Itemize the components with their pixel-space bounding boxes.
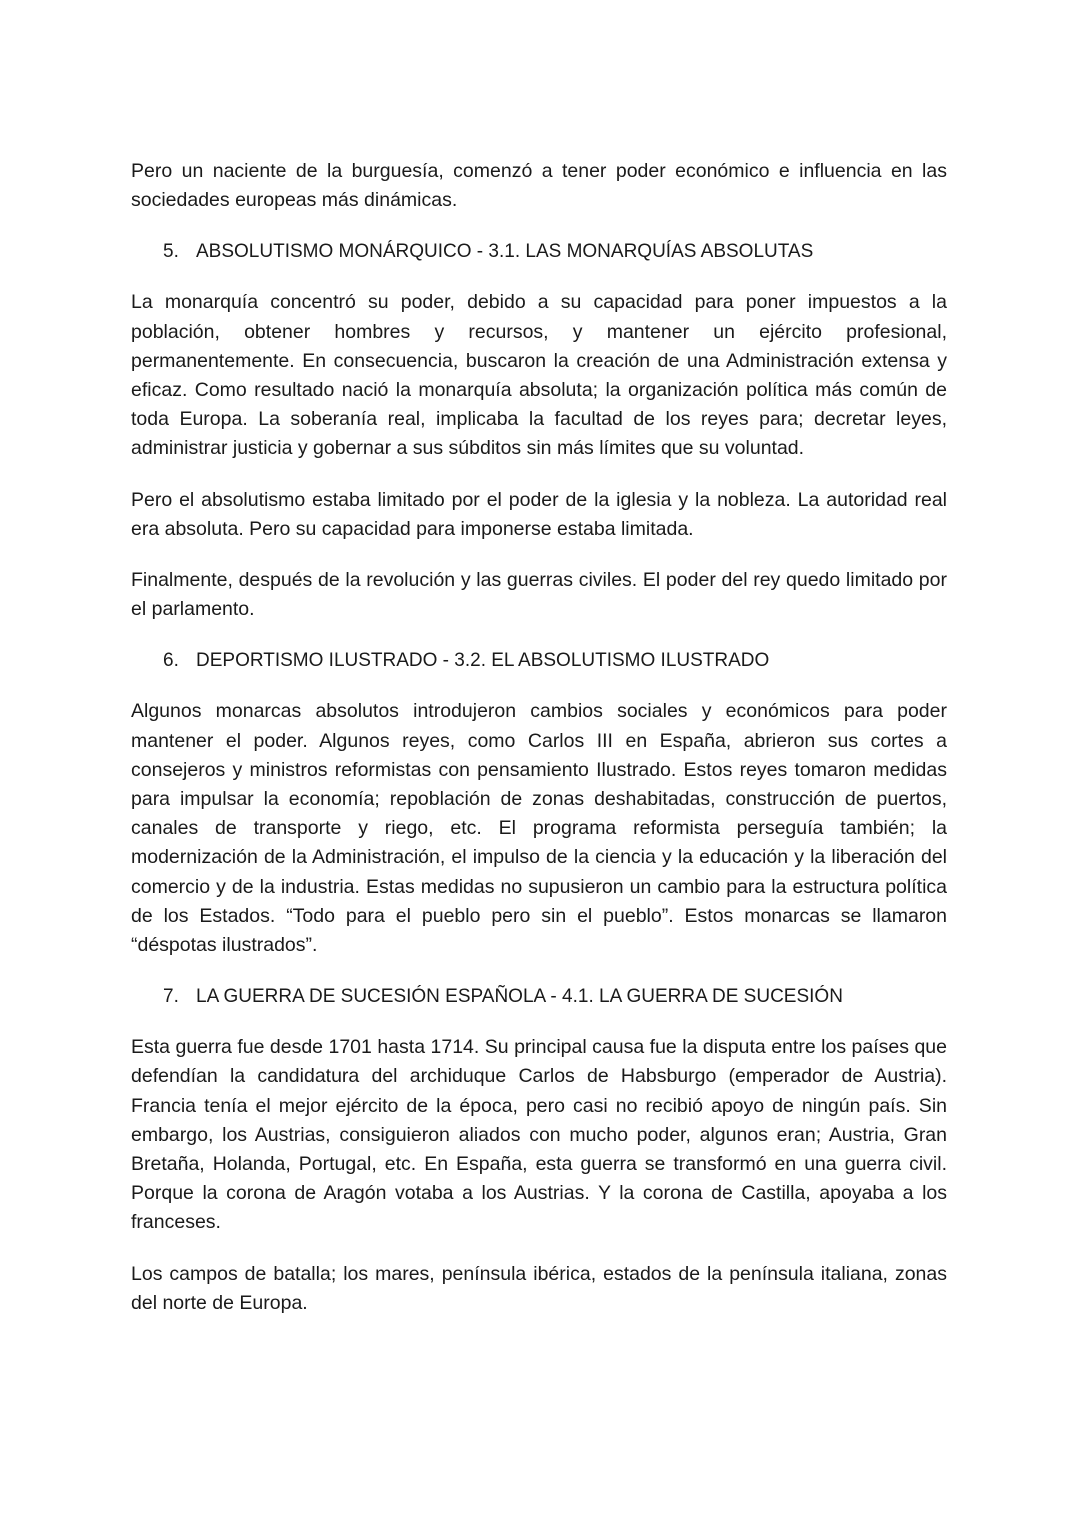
section-title: LA GUERRA DE SUCESIÓN ESPAÑOLA - 4.1. LA GUERRA DE SUCESIÓN: [196, 986, 843, 1008]
section-title: DEPORTISMO ILUSTRADO - 3.2. EL ABSOLUTISMO ILUSTRADO: [196, 650, 770, 672]
section-title: ABSOLUTISMO MONÁRQUICO - 3.1. LAS MONARQUÍAS ABSOLUTAS: [196, 241, 814, 263]
document-page: [131, 157, 947, 1340]
paragraph: Pero el absolutismo estaba limitado por el poder de la iglesia y la nobleza. La autoridad real era absoluta. Pero su capacidad para imponerse estaba limitada.: [131, 488, 947, 540]
paragraph: La monarquía concentró su poder, debido a su capacidad para poner impuestos a la población, obtener hombres y recursos, y mantener un ejército profesional, permanentemente. En consecuencia, buscaron la creación de una Administración extensa y eficaz. Como resultado nació la monarquía absoluta; la organización política más común de toda Europa. La soberanía real, implicaba la facultad de los reyes para; decretar leyes, administrar justicia y gobernar a sus súbditos sin más límites que su voluntad.: [131, 291, 947, 460]
intro-paragraph: Pero un naciente de la burguesía, comenzó a tener poder económico e influencia en las sociedades europeas más dinámicas.: [131, 160, 947, 212]
paragraph: Esta guerra fue desde 1701 hasta 1714. Su principal causa fue la disputa entre los países que defendían la candidatura del archiduque Carlos de Habsburgo (emperador de Austria). Francia tenía el mejor ejército de la época, pero casi no recibió apoyo de ningún país. Sin embargo, los Austrias, consiguieron aliados con mucho poder, algunos eran; Austria, Gran Bretaña, Holanda, Portugal, etc. En España, esta guerra se transformó en una guerra civil. Porque la corona de Aragón votaba a los Austrias. Y la corona de Castilla, apoyaba a los franceses.: [131, 1036, 947, 1234]
paragraph: Finalmente, después de la revolución y las guerras civiles. El poder del rey quedo limitado por el parlamento.: [131, 569, 947, 621]
paragraph: Algunos monarcas absolutos introdujeron cambios sociales y económicos para poder mantener el poder. Algunos reyes, como Carlos III en España, abrieron sus cortes a consejeros y ministros reformistas con pensamiento Ilustrado. Estos reyes tomaron medidas para impulsar la economía; repoblación de zonas deshabitadas, construcción de puertos, canales de transporte y riego, etc. El programa reformista perseguía también; la modernización de la Administración, el impulso de la ciencia y la educación y la liberación del comercio y de la industria. Estas medidas no supusieron un cambio para la estructura política de los Estados. “Todo para el pueblo pero sin el pueblo”. Estos monarcas se llamaron “déspotas ilustrados”.: [131, 700, 947, 957]
section-heading-5: [131, 237, 947, 266]
section-heading-7: [131, 982, 947, 1011]
paragraph: Los campos de batalla; los mares, península ibérica, estados de la península italiana, zonas del norte de Europa.: [131, 1262, 947, 1314]
section-number: 7.: [163, 986, 179, 1008]
section-number: 5.: [163, 241, 179, 263]
section-heading-6: [131, 646, 947, 675]
section-number: 6.: [163, 650, 179, 672]
